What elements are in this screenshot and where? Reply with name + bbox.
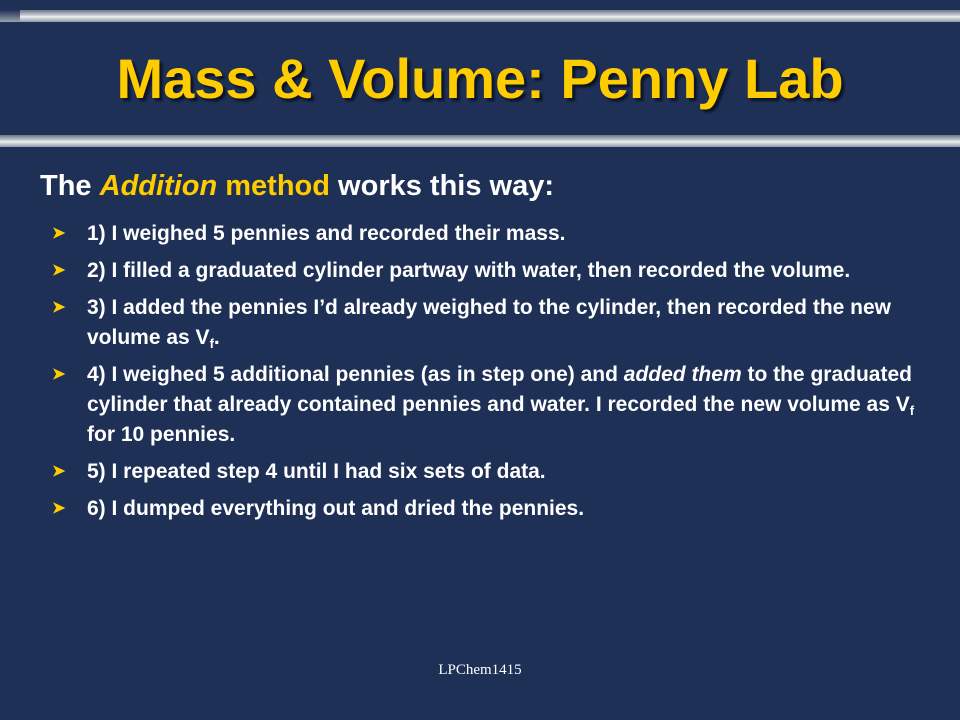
list-item [40, 256, 920, 286]
subscript-f: f [209, 336, 214, 351]
arrow-bullet-icon: ➤ [52, 366, 66, 383]
list-item [40, 293, 920, 353]
subscript-f: f [909, 403, 915, 418]
arrow-bullet-icon: ➤ [52, 299, 66, 316]
list-item [40, 494, 920, 524]
arrow-bullet-icon: ➤ [52, 500, 66, 517]
list-item [40, 457, 920, 487]
step-text: 4) I weighed 5 additional pennies (as in step one) and [87, 363, 624, 386]
title-divider-bar [0, 135, 960, 147]
top-decorative-bar [0, 10, 960, 22]
subhead-method: method [217, 170, 330, 202]
arrow-bullet-icon: ➤ [52, 225, 66, 242]
steps-list [40, 219, 920, 531]
subhead-rest: works this way: [329, 170, 554, 202]
footer-label: LPChem1415 [438, 662, 522, 678]
list-item [40, 360, 920, 450]
step-text: 3) I added the pennies I’d already weighed to the cylinder, then recorded the new volume as V [87, 296, 892, 349]
step-text: 6) I dumped everything out and dried the pennies. [87, 497, 585, 520]
step-text: 2) I filled a graduated cylinder partway with water, then recorded the volume. [87, 259, 851, 282]
subhead-the: The [40, 170, 100, 202]
subheading [40, 168, 554, 204]
list-item [40, 219, 920, 249]
step-text-end: for 10 pennies. [87, 423, 236, 446]
arrow-bullet-icon: ➤ [52, 463, 66, 480]
step-text-emphasis: added them [623, 363, 742, 386]
step-text-end: . [213, 326, 220, 349]
step-text: 1) I weighed 5 pennies and recorded their mass. [87, 222, 566, 245]
slide-title: Mass & Volume: Penny Lab [116, 47, 844, 110]
step-text-continued: to the graduated cylinder that already contained pennies and water. I recorded the new volume as V [87, 363, 912, 416]
top-bar-corner [0, 0, 20, 22]
subhead-addition: Addition [99, 170, 218, 202]
step-text: 5) I repeated step 4 until I had six sets of data. [87, 460, 546, 483]
arrow-bullet-icon: ➤ [52, 262, 66, 279]
